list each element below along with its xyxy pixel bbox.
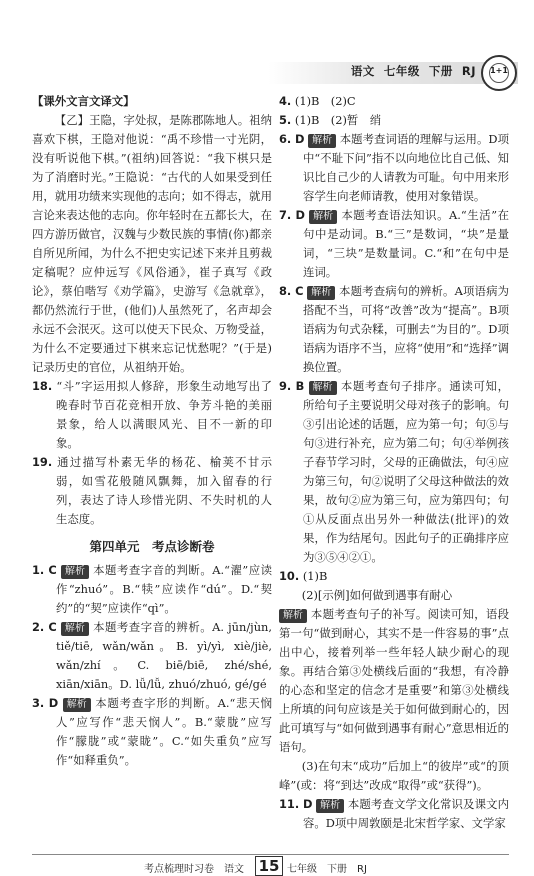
right-column <box>279 92 509 833</box>
q2-text: 本题考查字音的辨析。A. jūn/jùn, tiě/tiē, wǎn/wǎn。B. yì/yì, xiè/jiè, wǎn/zhí。C. biē/biē, zhé/shé, xiān/xiān。D. lǚ/lǚ, zhuó/zhuó, gé/gé <box>56 620 272 691</box>
header-term: 下册 <box>428 64 453 78</box>
question-3 <box>32 694 272 770</box>
q2-number: 2. <box>32 620 45 634</box>
footer-grade-info: 七年级 下册 RJ <box>287 864 367 875</box>
header-subject: 语文 <box>350 64 375 78</box>
q10-analysis <box>279 605 509 757</box>
q7-number: 7. <box>279 208 292 222</box>
q6-answer: D <box>294 132 305 146</box>
question-18 <box>32 377 272 453</box>
q10-analysis-badge: 解析 <box>279 609 307 623</box>
q10-number: 10. <box>279 569 300 583</box>
q4-text: (1)B (2)C <box>294 94 356 108</box>
question-19 <box>32 453 272 529</box>
q1-analysis-badge: 解析 <box>61 565 89 579</box>
question-6 <box>279 130 509 206</box>
question-9 <box>279 377 509 567</box>
q7-answer: D <box>295 208 305 222</box>
q4-number: 4. <box>279 94 292 108</box>
header-edition: RJ <box>461 64 476 78</box>
q9-text: 本题考查句子排序。通读可知，所给句子主要说明父母对孩子的影响。句③引出论述的话题，应为第一句；句⑤与句③进行补充，应为第二句；句④举例孩子春节学习时，父母的正确做法，句④应为第三句，句②说明了父母这种做法的效果，故句②应为第三句，应为第四句；句①从反面点出另外一种做法(批评)的效果，作为结尾句。因此句子的正确排序应为③⑤④②①。 <box>303 379 509 564</box>
q19-text: 通过描写朴素无华的杨花、榆荚不甘示弱，如雪花般随风飘舞，加入留春的行列，表达了诗人珍惜光阴、不失时机的人生态度。 <box>56 455 272 526</box>
question-5 <box>279 111 509 130</box>
q8-answer: C <box>295 284 304 298</box>
q6-text: 本题考查词语的理解与运用。D项中“不耻下问”指不以向地位比自己低、知识比自己少的人请教为可耻。句中用来形容学生向老师请教，使用对象错误。 <box>303 132 509 203</box>
question-1 <box>32 561 272 618</box>
q7-text: 本题考查语法知识。A.“生活”在句中是动词。B.“三”是数词，“块”是量词，“三块”是数量词。C.“和”在句中是连词。 <box>303 208 510 279</box>
page-footer <box>0 856 534 874</box>
q10-analysis-text: 本题考查句子的补写。阅读可知，语段第一句“做到耐心，其实不是一件容易的事”点出中心，接着列举一些年轻人缺少耐心的现象。再结合第③处横线后面的“我想，有冷静的心态和坚定的信念才是重要”和第③处横线上所填的问句应该是关于如何做到耐心的，因此可填写与“如何做到遇事有耐心”意思相近的语句。 <box>279 607 509 754</box>
question-10 <box>279 567 509 586</box>
publisher-logo-icon <box>481 55 517 91</box>
question-11 <box>279 795 509 833</box>
q3-analysis-badge: 解析 <box>63 698 91 712</box>
q1-number: 1. <box>32 563 45 577</box>
q3-number: 3. <box>32 696 45 710</box>
q9-analysis-badge: 解析 <box>309 381 337 395</box>
q5-text: (1)B (2)暂 绡 <box>294 113 382 127</box>
footer-divider <box>32 854 509 855</box>
footer-book-title: 考点梳理时习卷 语文 <box>144 864 244 875</box>
logo-text: 1+1 <box>490 66 508 75</box>
q18-number: 18. <box>32 379 53 393</box>
q10-sub2: (2)[示例]如何做到遇事有耐心 <box>301 588 453 602</box>
q10-sub3: (3)在句末“成功”后加上“的彼岸”或“的顶峰”(或：将“到达”改成“取得”或“获得”)。 <box>279 759 509 792</box>
page-number: 15 <box>255 856 283 876</box>
left-column <box>32 92 272 770</box>
q10-text: (1)B <box>302 569 328 583</box>
q9-number: 9. <box>279 379 292 393</box>
q11-analysis-badge: 解析 <box>316 799 344 813</box>
q2-analysis-badge: 解析 <box>61 622 89 636</box>
q5-number: 5. <box>279 113 292 127</box>
ext-translation: 【乙】王隐，字处叔，是陈郡陈地人。祖纳喜欢下棋，王隐对他说：“禹不珍惜一寸光阴，没有听说他下棋。”(祖纳)回答说：“我下棋只是为了消磨时光。”王隐说：“古代的人如果受到任用，就用功绩来实现他的志向；如不得志，就用言论来表达他的志向。你年轻时在五都长大，在四方游历做官，汉魏与少数民族的事情(你)都亲自所见所闻，为什么不把史实记述下来并且剪裁定稿呢？应仲远写《风俗通》，崔子真写《政论》，蔡伯喈写《劝学篇》，史游写《急就章》，都仍然流行于世，(他们)人虽然死了，名声却会永远不会泯灭。这可以使天下民众、万物受益，为什么不定要通过下棋来忘记忧愁呢？”(于是)记录历史的官位，从祖纳开始。 <box>32 113 272 374</box>
q18-text: “斗”字运用拟人修辞，形象生动地写出了晚春时节百花竞相开放、争芳斗艳的美丽景象，给人以满眼风光、目不一新的印象。 <box>56 379 272 450</box>
section-title: 第四单元 考点诊断卷 <box>89 539 215 554</box>
q11-answer: D <box>302 797 313 811</box>
q3-text: 本题考查字形的判断。A.“悲天悯人”应写作“悲天悯人”。B.“蒙胧”应写作“朦胧”或“蒙眬”。C.“如失重负”应写作“如释重负”。 <box>56 696 273 767</box>
question-7 <box>279 206 509 282</box>
question-8 <box>279 282 509 377</box>
q11-text: 本题考查文学文化常识及课文内容。D项中周敦颐是北宋哲学家、文学家 <box>303 797 509 830</box>
q7-analysis-badge: 解析 <box>309 210 337 224</box>
q2-answer: C <box>48 620 57 634</box>
q3-answer: D <box>48 696 59 710</box>
q11-number: 11. <box>279 797 300 811</box>
q1-text: 本题考查字音的判断。A.“濯”应读作“zhuó”。B.“犊”应读作“dú”。D.“契约”的“契”应读作“qì”。 <box>56 563 273 615</box>
q8-text: 本题考查病句的辨析。A项语病为搭配不当，可将“改善”改为“提高”。B项语病为句式杂糅，可删去“为目的”。D项语病为语序不当，应将“使用”和“选择”调换位置。 <box>303 284 510 374</box>
q9-answer: B <box>295 379 305 393</box>
header-grade: 七年级 <box>383 64 420 78</box>
header-title <box>351 63 476 79</box>
q1-answer: C <box>48 563 57 577</box>
q6-number: 6. <box>279 132 292 146</box>
q8-analysis-badge: 解析 <box>307 286 335 300</box>
ext-title: 【课外文言文译文】 <box>32 94 135 108</box>
q8-number: 8. <box>279 284 292 298</box>
q6-analysis-badge: 解析 <box>308 134 336 148</box>
q19-number: 19. <box>32 455 53 469</box>
question-4 <box>279 92 509 111</box>
question-2 <box>32 618 272 694</box>
